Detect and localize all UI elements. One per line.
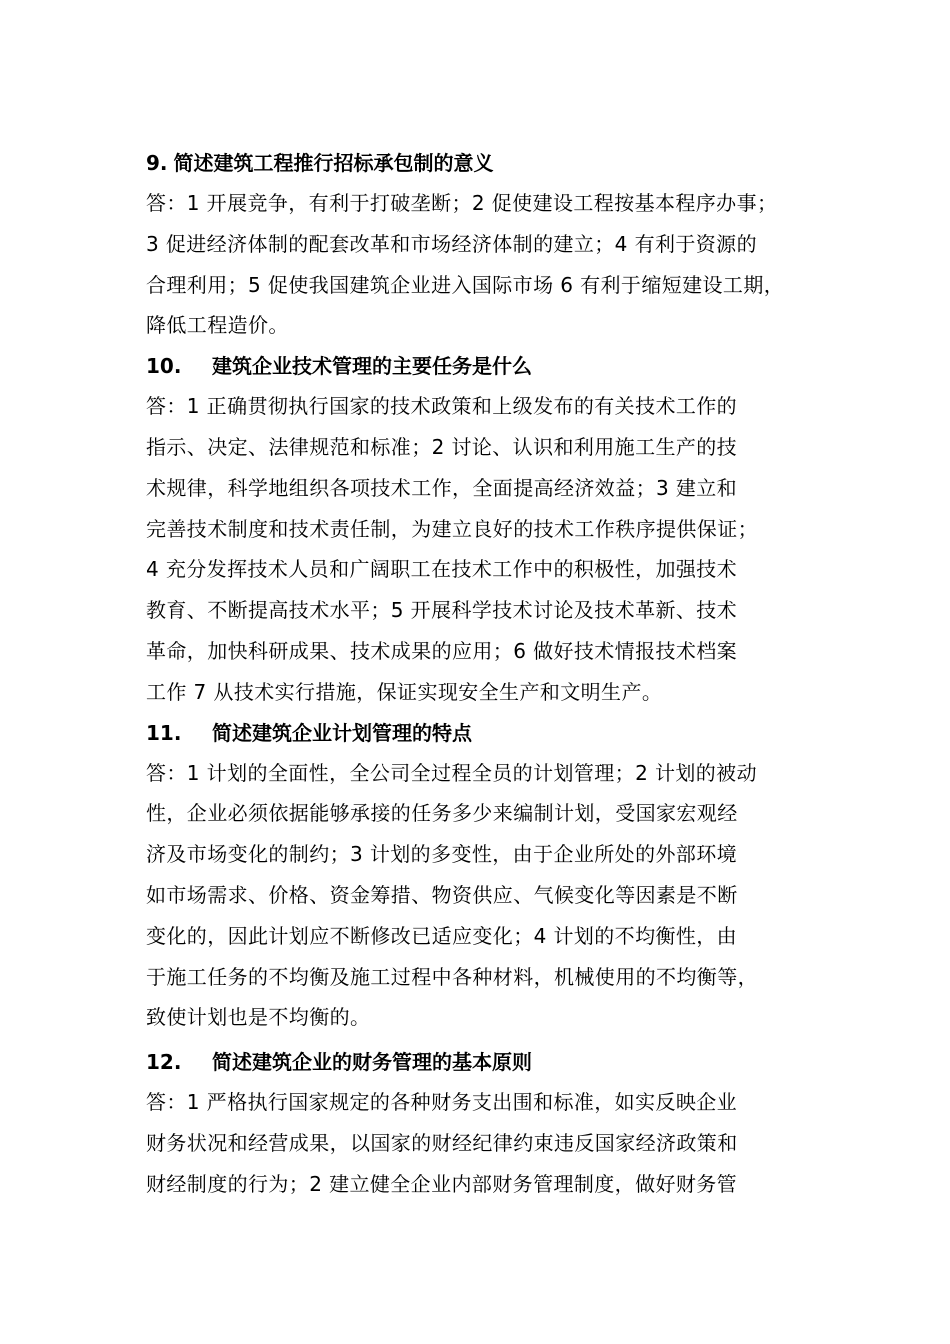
- answer-line: 答：1 严格执行国家规定的各种财务支出围和标准，如实反映企业: [146, 1090, 738, 1115]
- question-heading: [146, 1042, 826, 1082]
- question-title: 简述建筑工程推行招标承包制的意义: [173, 151, 494, 175]
- answer-text: [146, 753, 826, 1039]
- answer-line: 致使计划也是不均衡的。: [146, 1005, 371, 1030]
- answer-line: 合理利用；5 促使我国建筑企业进入国际市场 6 有利于缩短建设工期，: [146, 272, 785, 297]
- answer-line: 如市场需求、价格、资金筹措、物资供应、气候变化等因素是不断: [146, 882, 738, 907]
- answer-line: 3 促进经济体制的配套改革和市场经济体制的建立；4 有利于资源的: [146, 231, 757, 256]
- answer-line: 答：1 正确贯彻执行国家的技术政策和上级发布的有关技术工作的: [146, 394, 738, 419]
- answer-text: [146, 386, 826, 712]
- question-number: 11.: [146, 720, 182, 745]
- answer-line: 指示、决定、法律规范和标准；2 讨论、认识和利用施工生产的技: [146, 434, 738, 459]
- question-9: [146, 143, 826, 346]
- answer-line: 术规律，科学地组织各项技术工作，全面提高经济效益；3 建立和: [146, 475, 738, 500]
- answer-line: 革命，加快科研成果、技术成果的应用；6 做好技术情报技术档案: [146, 638, 738, 663]
- question-title: 建筑企业技术管理的主要任务是什么: [212, 354, 532, 379]
- answer-line: 财务状况和经营成果，以国家的财经纪律约束违反国家经济政策和: [146, 1130, 738, 1155]
- answer-line: 答：1 计划的全面性，全公司全过程全员的计划管理；2 计划的被动: [146, 760, 757, 785]
- answer-line: 变化的，因此计划应不断修改已适应变化；4 计划的不均衡性，由: [146, 923, 738, 948]
- question-11: [146, 713, 826, 1039]
- question-10: [146, 346, 826, 712]
- answer-text: [146, 183, 826, 346]
- answer-line: 4 充分发挥技术人员和广阔职工在技术工作中的积极性，加强技术: [146, 557, 738, 582]
- answer-line: 财经制度的行为；2 建立健全企业内部财务管理制度，做好财务管: [146, 1171, 738, 1196]
- answer-line: 降低工程造价。: [146, 313, 289, 338]
- question-heading: [146, 713, 826, 753]
- question-number: 12.: [146, 1050, 182, 1075]
- answer-line: 教育、不断提高技术水平；5 开展科学技术讨论及技术革新、技术: [146, 598, 738, 623]
- question-12: [146, 1042, 826, 1204]
- answer-line: 于施工任务的不均衡及施工过程中各种材料，机械使用的不均衡等，: [146, 964, 758, 989]
- question-heading: [146, 143, 826, 183]
- answer-line: 济及市场变化的制约；3 计划的多变性，由于企业所处的外部环境: [146, 842, 738, 867]
- answer-line: 完善技术制度和技术责任制，为建立良好的技术工作秩序提供保证；: [146, 516, 758, 541]
- answer-text: [146, 1082, 826, 1204]
- question-title: 简述建筑企业的财务管理的基本原则: [212, 1050, 532, 1075]
- answer-line: 答：1 开展竞争，有利于打破垄断；2 促使建设工程按基本程序办事；: [146, 191, 778, 215]
- answer-line: 工作 7 从技术实行措施，保证实现安全生产和文明生产。: [146, 679, 663, 704]
- question-title: 简述建筑企业计划管理的特点: [212, 720, 472, 745]
- question-heading: [146, 346, 826, 386]
- question-number: 10.: [146, 354, 182, 379]
- answer-line: 性，企业必须依据能够承接的任务多少来编制计划，受国家宏观经: [146, 801, 738, 826]
- question-number: 9.: [146, 151, 168, 175]
- document-page: [146, 143, 826, 1205]
